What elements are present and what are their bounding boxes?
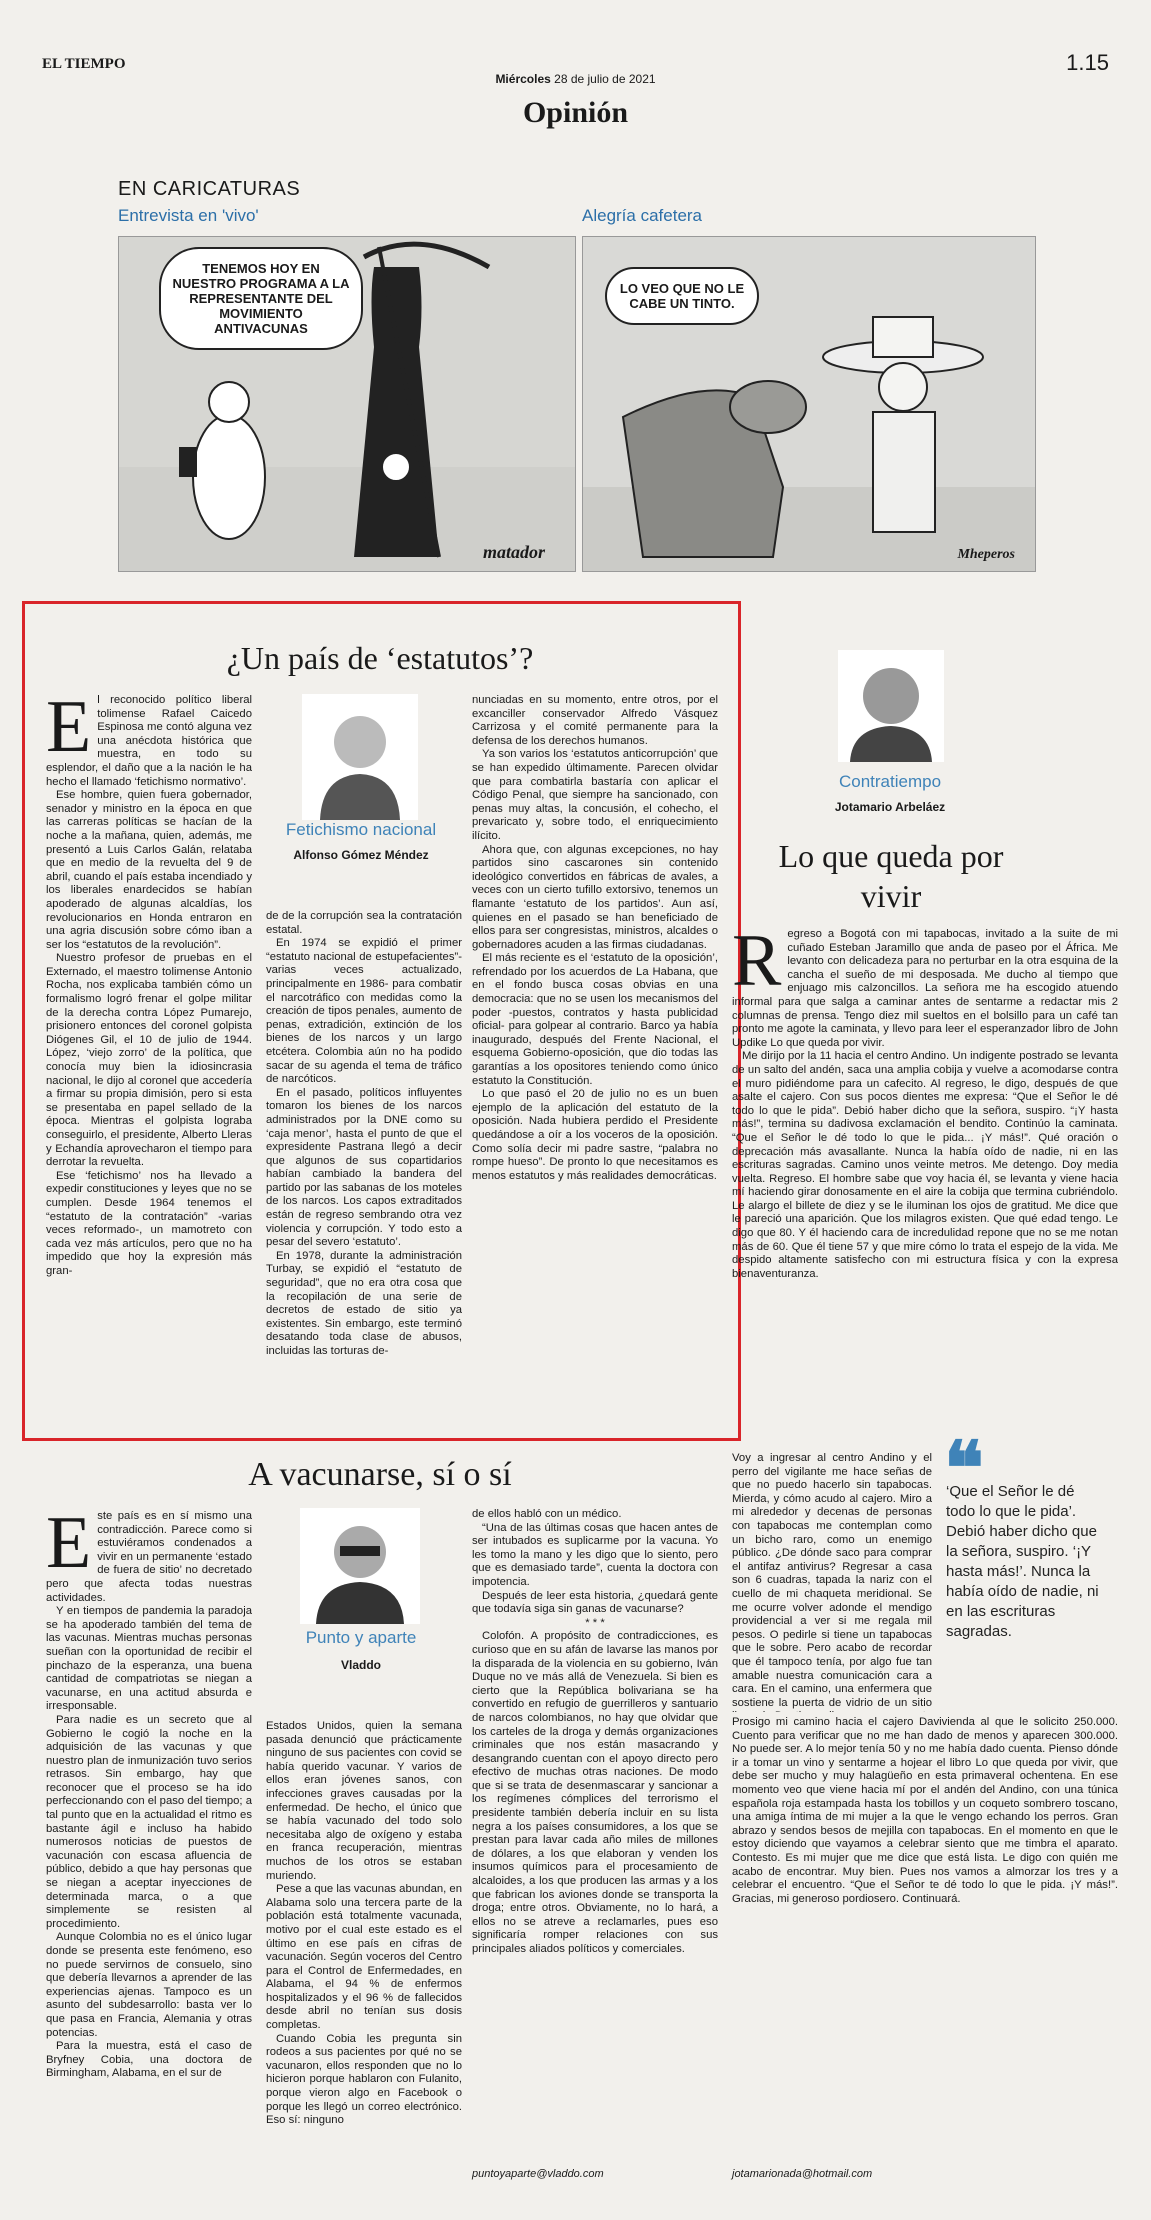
article1-paragraph: de de la corrupción sea la contratación estatal. <box>266 910 462 936</box>
article1-col1 <box>46 694 252 1394</box>
article2-col3 <box>472 1508 718 2158</box>
article3-drop-cap: R <box>732 928 782 1002</box>
dateline <box>0 72 1151 86</box>
article2-drop-cap: E <box>46 1510 92 1584</box>
article2-paragraph: ste país es en sí mismo una contradicción. Parece como si estuviéramos condenados a vivir en un permanente ‘estado de fuera de sitio’ no decretado pero que afecta todas nuestras actividades. <box>46 1510 252 1604</box>
article3-col-top <box>732 928 1118 1448</box>
cartoons-heading: EN CARICATURAS <box>118 178 301 200</box>
article2-paragraph: “Una de las últimas cosas que hacen antes de ser intubados es suplicarme por la vacuna. Yo les tomo la mano y les digo que lo siento, pero que es demasiado tarde”, cuenta la doctora con impotencia. <box>472 1521 718 1588</box>
article1-paragraph: l reconocido político liberal tolimense Rafael Caicedo Espinosa me contó alguna vez una anécdota histórica que muestra, en todo su esplendor, el daño que a la nación le ha hecho el llamado ‘fetichismo normativo’. <box>46 694 252 788</box>
article3-col-narrow <box>732 1452 932 1712</box>
article2-paragraph: Y en tiempos de pandemia la paradoja se ha apoderado también del tema de las vacunas. Mientras muchas personas sueñan con la oportunidad de recibir el pinchazo de la esperanza, una buena cantidad de compatriotas se niegan a vacunarse, en una actitud absurda e irresponsable. <box>46 1605 252 1713</box>
article2-author: Vladdo <box>340 1658 381 1672</box>
article1-paragraph: Ya son varios los ‘estatutos anticorrupción’ que se han expedido últimamente. Parecen olvidar que para combatirla bastaría con aplicar el Código Penal, que siempre ha sancionado, con penas muy altas, la concusión, el cohecho, el prevaricato y, sobre todo, el enriquecimiento ilícito. <box>472 748 718 842</box>
article1-drop-cap: E <box>46 694 92 768</box>
article2-paragraph: Pese a que las vacunas abundan, en Alabama solo una tercera parte de la población está totalmente vacunada, motivo por el cual este estado es el último en ese país en cifras de vacunación. Según voceros del Centro para el Control de Enfermedades, en Alabama, el 94 % de enfermos hospitalizados y el 96 % de fallecidos desde abril no tenían sus dosis completas. <box>266 1883 462 2032</box>
article3-author-photo <box>838 650 944 762</box>
article2-paragraph: Para la muestra, está el caso de Bryfney Cobia, una doctora de Birmingham, Alabama, en el sur de <box>46 2040 252 2080</box>
article1-paragraph: En 1974 se expidió el primer “estatuto nacional de estupefacientes”-varias veces actualizado, principalmente en 1986- para combatir el narcotráfico con medidas como la creación de tipos penales, aumento de penas, extradición, extinción de los bienes de los narcos y un largo etcétera. Colombia aún no ha podido sacar de su agenda el tema de tráfico de narcóticos. <box>266 937 462 1086</box>
cartoon-left-signature: matador <box>482 542 545 562</box>
cartoon-right-signature: Mheperos <box>957 547 1015 562</box>
article2-paragraph: Para nadie es un secreto que al Gobierno le cogió la noche en la adquisición de las vacunas y que nuestro plan de inmunización tuvo serios retrasos. Sin embargo, hay que reconocer que el proceso se ha ido perfeccionando con el paso del tiempo; a tal punto que en la actualidad el ritmo es bastante ágil e incluso ha habido numerosos noticias de puestos de vacunación con escasa afluencia de público, debido a que hay personas que se niegan a aceptar inyecciones de determinada marca, o a que simplemente se resisten al procedimiento. <box>46 1713 252 1930</box>
article3-paragraph: Me dirijo por la 11 hacia el centro Andino. Un indigente postrado se levanta de un salto del andén, saca una amplia cobija y vuelve a acomodarse contra el muro pidiéndome para un cafecito. Al regreso, le digo, después de que asalte el cajero. Con sus pocos dientes me expresa: “Que el Señor le dé todo lo que le pida”. Debió haber dicho que la señora, suspiro. “¡Y hasta más!”, termina su dadivosa exclamación el bendito. Continúo la caminata. “Que el Señor le dé todo lo que le pida... ¡Y más!”. Qué oración o deprecación más avasallante. Nunca la había oído de nadie, ni en las escrituras sagradas. Camino unos veinte metros. Me detengo. Doy media vuelta. Regreso. El hombre sabe que voy hacia él, se levanta y viene hacia mí haciendo girar donosamente en el aire la cobija que termina cubriéndolo. Le alargo el billete de diez y se le iluminan los ojos de gratitud. Me dice que le pareció una aparición. Que los milagros existen. Que qué edad tengo. Le digo que 80. Y él haciendo cara de incredulidad repone que no se me notan más de 60. Que él tiene 57 y que mire cómo lo trata el espejo de la vida. Me despido altamente satisfecho con mi estructura física y con la expresa bienaventuranza. <box>732 1050 1118 1280</box>
article1-col3 <box>472 694 718 1414</box>
article3-paragraph: Prosigo mi camino hacia el cajero Davivienda al que le solicito 250.000. Cuento para verificar que no me han dado de menos y aparecen 300.000. No puede ser. A lo mejor tenía 50 y no me había dado cuenta. Pienso dónde ir a tomar un vino y sentarme a hojear el libro Lo que queda por vivir, que debe ser mucho y muy halagüeño en esta primaveral ochentena. En ese momento veo que viene hacia mí por el andén del Andino, con una túnica española roja estampada hasta los tobillos y un coqueto sombrero toscano, una amiga íntima de mi mujer a la que le vengo echando los perros. Gran abrazo y sendos besos de mejilla con tapabocas. En el momento en que le estoy diciendo que vayamos a celebrar siento que me timbra el aparato. Contesto. Es mi mujer que me dice que está lista. Le digo con quién me acabo de encontrar. Muy bien. Pues nos vamos a almorzar los tres y a celebrar el encuentro. “Que el Señor te dé todo lo que le pida. ¡Y más!”. Gracias, mi generoso pordiosero. Continuará. <box>732 1716 1118 1905</box>
article2-paragraph: de ellos habló con un médico. <box>472 1508 622 1520</box>
author-portrait-icon <box>302 694 418 820</box>
article1-paragraph: En el pasado, políticos influyentes tomaron los bienes de los narcos administrados por la DNE como su ‘caja menor’, hasta el punto de que el expresidente Pastrana llegó a decir que algunos de sus copartidarios habían cambiado la bandera del partido por las sabanas de los moteles de los narcos. Los capos extraditados están de regreso sembrando otra vez violencia y corrupción. Y todo esto a pesar del severo ‘estatuto’. <box>266 1086 462 1249</box>
article2-paragraph: Después de leer esta historia, ¿quedará gente que todavía siga sin ganas de vacunarse? <box>472 1589 718 1616</box>
article3-author: Jotamario Arbeláez <box>834 800 946 814</box>
article3-paragraph: egreso a Bogotá con mi tapabocas, invitado a la suite de mi cuñado Esteban Jaramillo que anda de paseo por el África. Me levanto con delicadeza para no perturbar en la otra esquina de la cancha el sueño de mi desposada. Me ducho al tiempo que enjuago mis calzoncillos. La señora me ha escogido atuendo informal para que salga a caminar antes de sentarme a redactar mis 2 columnas de prensa. Tengo diez mil sueltos en el bolsillo para un café tan pronto me agote la caminata, y llevo para leer el esperanzador libro de John Updike Lo que queda por vivir. <box>732 928 1118 1049</box>
article1-paragraph: Ese ‘fetichismo’ nos ha llevado a expedir constituciones y leyes que no se cumplen. Desde 1964 tenemos el “estatuto de la contratación” -varias veces reformado-, un mamotreto con cada vez más artículos, pero que no ha impedido que hoy la expresión más gran- <box>46 1169 252 1277</box>
article1-paragraph: Nuestro profesor de pruebas en el Externado, el maestro tolimense Antonio Rocha, nos explicaba también cómo un formalismo logró frenar el golpe militar de la derecha contra López Pumarejo, prisionero entonces del coronel golpista Diógenes Gil, el 10 de julio de 1944. López, ‘viejo zorro’ de la política, que conocía muy bien la idiosincrasia nacional, le dijo al coronel que accedería a firmar su propia dimisión, pero si esta se presentaba en papel sellado de la época. Mientras el golpista lograba conseguirlo, el presidente, Alberto Lleras y Echandía aprovecharon el tiempo para derrotar la revuelta. <box>46 952 252 1169</box>
article2-title: A vacunarse, sí o sí <box>248 1456 512 1493</box>
author-portrait-icon <box>838 650 944 762</box>
article2-column-name: Punto y aparte <box>305 1628 417 1647</box>
article1-col2 <box>266 910 462 1410</box>
article2-col2 <box>266 1720 462 2160</box>
article1-paragraph: Ese hombre, quien fuera gobernador, senador y ministro en la época en que las carreras políticas se hacían de la noche a la mañana, quien, además, me presentó a Luis Carlos Galán, relataba que en medio de la revuelta del 9 de abril, cuando el país estaba incendiado y los liberales enardecidos se habían apoderado de algunas alcaldías, los revolucionarios en Honda entraron en una agria discusión sobre cómo iban a ser los “estatutos de la revolución”. <box>46 789 252 951</box>
article3-col-bottom <box>732 1716 1118 2156</box>
cartoon-right-bubble: LO VEO QUE NO LE CABE UN TINTO. <box>605 267 759 325</box>
article2-paragraph: Aunque Colombia no es el único lugar donde se presenta este fenómeno, eso no puede servirnos de consuelo, sino que debería llevarnos a aprender de las experiencias ajenas. Tampoco es un asunto del subdesarrollo: basta ver lo que pasa en Francia, Alemania y otras potencias. <box>46 1931 252 2039</box>
article1-paragraph: El más reciente es el ‘estatuto de la oposición’, refrendado por los acuerdos de La Habana, que en el fondo busca cosas obvias en una democracia: que no se usen los mecanismos del poder -puestos, contratos y hasta publicidad oficial- para golpear al contrario. Barco ya había inaugurado, después del Frente Nacional, el esquema Gobierno-oposición, que dio todas las garantías a los opositores teniendo como único estatuto la Constitución. <box>472 952 718 1087</box>
article2-email[interactable]: puntoyaparte@vladdo.com <box>472 2168 604 2180</box>
article2-author-photo <box>300 1508 420 1624</box>
article1-paragraph: Ahora que, con algunas excepciones, no hay partidos sino cascarones sin contenido ideológico convertidos en fábricas de avales, a veces con un cierto tufillo extorsivo, tenemos un flamante ‘estatuto de los partidos’. Aun así, quienes en el pasado se han beneficiado de ellos para ser congresistas, ministros, alcaldes o gobernadores acuden a las firmas ciudadanas. <box>472 843 718 951</box>
cartoon-left <box>118 236 576 572</box>
pull-quote: ‘Que el Señor le dé todo lo que le pida’. Debió haber dicho que la señora, suspiro. ‘¡Y hasta más!’. Nunca la había oído de nadie, ni en las escrituras sagradas. <box>946 1483 1099 1640</box>
cartoon-left-title: Entrevista en 'vivo' <box>118 206 259 225</box>
article2-col1 <box>46 1510 252 2180</box>
article1-paragraph: nunciadas en su momento, entre otros, por el excanciller conservador Alfredo Vásquez Carrizosa y el comité permanente para la defensa de los derechos humanos. <box>472 694 718 747</box>
article1-title: ¿Un país de ‘estatutos’? <box>226 640 534 676</box>
weekday: Miércoles <box>495 72 551 86</box>
article1-paragraph: Lo que pasó el 20 de julio no es un buen ejemplo de la aplicación del estatuto de la oposición. Nada hubiera perdido el Presidente quedándose a oír a los voceros de la oposición. Como solía decir mi padre sastre, “palabra no rompe hueso”. De pronto lo que necesitamos es menos estatutos y más realidades democráticas. <box>472 1088 718 1182</box>
article3-email[interactable]: jotamarionada@hotmail.com <box>732 2168 873 2180</box>
masthead: EL TIEMPO <box>42 56 126 72</box>
date: 28 de julio de 2021 <box>554 72 656 86</box>
page-number: 1.15 <box>1066 50 1109 75</box>
article2-paragraph: Colofón. A propósito de contradicciones, es curioso que en su afán de lavarse las manos por la disparada de la violencia en su gobierno, Iván Duque no ve más allá de Venezuela. Si bien es cierto que la República bolivariana se ha convertido en refugio de guerrilleros y santuario de narcos colombianos, no hay que olvidar que los carteles de la droga y demás organizaciones criminales que nos están masacrando y desangrando cuentan con el apoyo directo pero efectivo de muchas otras naciones. De modo que si se trata de desenmascarar y sancionar a los regímenes cómplices del terrorismo el presidente también debería incluir en su lista negra a los países consumidores, a los que se prestan para lavar cada año miles de millones de dólares, a los que elaboran y venden los insumos químicos para el procesamiento de alcaloides, a los que producen las armas y a los que fabrican los aviones donde se transporta la droga; entre otros. Obviamente, no lo hará, a ellos no se atreve a reclamarles, pues eso significaría romper relaciones con sus principales aliados políticos y comerciales. <box>472 1630 718 1955</box>
cartoon-left-bubble: TENEMOS HOY EN NUESTRO PROGRAMA A LA REPRESENTANTE DEL MOVIMIENTO ANTIVACUNAS <box>159 247 363 350</box>
article1-author: Alfonso Gómez Méndez <box>293 848 429 862</box>
article1-author-photo <box>302 694 418 820</box>
article2-paragraph: Cuando Cobia les pregunta sin rodeos a sus pacientes por qué no se vacunaron, ellos responden que no lo hicieron porque hablaron con Fulanito, porque vieron algo en Facebook o porque les llegó un correo electrónico. Eso sí: ninguno <box>266 2032 462 2127</box>
author-portrait-icon <box>300 1508 420 1624</box>
section-title: Opinión <box>522 96 629 129</box>
article3-title: Lo que queda por vivir <box>778 838 1004 914</box>
article2-separator: * * * <box>585 1616 605 1629</box>
article3-paragraph: Voy a ingresar al centro Andino y el perro del vigilante me hace señas de que no puedo hacerlo sin tapabocas. Mierda, y cómo acudo al cajero. Miro a mi alrededor y decenas de personas con tapabocas me contemplan como un bicho raro, como un enemigo público. ¿De dónde saco para comprar el antifaz antivirus? Regresar a casa son 6 cuadras, tapada la nariz con el cuello de mi chaqueta meridional. Se me ocurre volver adonde el mendigo providencial a ver si me regala mil pesos. O pedirle si tiene un tapabocas que le sobre. Pero acabo de recordar que él tampoco tenía, por algo fue tan amable nuestra comunicación cara a cara. En el camino, una enfermera que sostiene la puerta de vidrio de un sitio <box>732 1452 932 1709</box>
article3-column-name: Contratiempo <box>838 772 942 791</box>
article1-column-name: Fetichismo nacional <box>285 820 437 839</box>
article1-paragraph: En 1978, durante la administración Turbay, se expidió el “estatuto de seguridad”, que no era otra cosa que la recopilación de una serie de decretos de estado de sitio ya existentes. Sin embargo, este terminó desatando toda clase de abusos, incluidas las torturas de- <box>266 1249 462 1357</box>
quote-icon: ❝ <box>944 1429 984 1511</box>
article2-paragraph: Estados Unidos, quien la semana pasada denunció que prácticamente ninguno de sus pacientes con covid se había querido vacunar. Y varios de ellos eran jóvenes sanos, con infecciones graves causadas por la enfermedad. De hecho, el único que se había vacunado del todo solo necesitaba algo de oxígeno y estaba en franca recuperación, mientras muchos de los otros se estaban muriendo. <box>266 1720 462 1882</box>
cartoon-right-title: Alegría cafetera <box>582 206 703 225</box>
cartoon-right <box>582 236 1036 572</box>
